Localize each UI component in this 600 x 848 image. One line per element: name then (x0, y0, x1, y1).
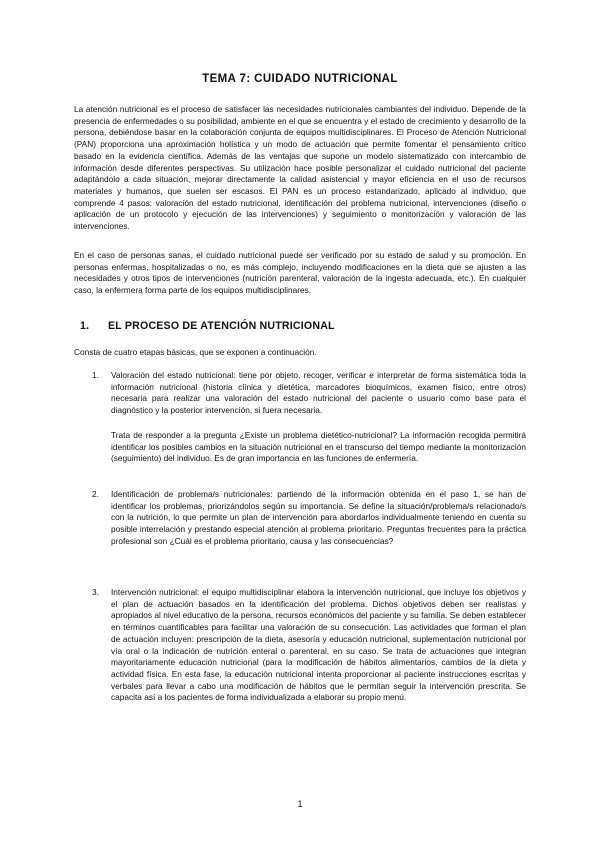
document-title: TEMA 7: CUIDADO NUTRICIONAL (202, 73, 398, 85)
list-item-1-text: Valoración del estado nutricional: tiene por objeto, recoger, verificar e interpretar de forma sistemática toda la información nutricional (historia clínica y dietética, marcadores bioquímicos, examen físico, entre otros) necesaria para realizar una valoración del estado nutricional del paciente o usuario como base para el diagnóstico y la posterior intervención, si fuera necesaria. (111, 370, 526, 416)
intro-paragraph-2: En el caso de personas sanas, el cuidado nutricional puede ser verificado por su estado de salud y su promoción. En personas enfermas, hospitalizadas o no, es más complejo, incluyendo modificaciones en la dieta que se ajusten a las necesidades y otros tipos de intervenciones (nutrición parenteral, valoración de la ingesta adecuada, etc.). En cualquier caso, la enfermera forma parte de los equipos multidisciplinares. (74, 250, 526, 296)
section-heading (80, 320, 335, 332)
section-title: EL PROCESO DE ATENCIÓN NUTRICIONAL (108, 320, 335, 332)
section-number: 1. (80, 320, 90, 332)
list-item-2-text: Identificación de problema/s nutricionales: partiendo de la información obtenida en el paso 1, se han de identificar los problemas, priorizándolos según su importancia. Se define la situación/problema/s relacionado/s con la nutrición, lo que permite un plan de intervención para abordarlos individualmente teniendo en cuenta su posible interrelación y prestando especial atención al problema prioritario. Preguntas frecuentes para la práctica profesional son ¿Cuál es el problema prioritario, causa y las consecuencias? (111, 489, 526, 546)
section-intro: Consta de cuatro etapas básicas, que se exponen a continuación. (74, 347, 317, 357)
list-item-number-3: 3. (92, 587, 99, 597)
page-number: 1 (297, 799, 303, 809)
list-item-number-1: 1. (92, 370, 99, 380)
intro-paragraph-1: La atención nutricional es el proceso de satisfacer las necesidades nutricionales cambiantes del individuo. Depende de la presencia de enfermedades o su posibilidad, ambiente en el que se encuentra y el estado de crecimiento y desarrollo de la persona, debiéndose basar en la colaboración conjunta de equipos multidisciplinares. El Proceso de Atención Nutricional (PAN) proporciona una aproximación holística y un modo de actuación que permite fomentar el pensamiento crítico basado en la evidencia científica. Además de las ventajas que supone un modelo sistematizado con intercambio de información desde diferentes perspectivas. Su utilización hace posible personalizar el cuidado nutricional del paciente adaptándolo a cada situación, mejorar directamente la calidad asistencial y mayor eficiencia en el uso de recursos materiales y humanos, que suelen ser escasos. El PAN es un proceso estandarizado, aplicado al individuo, que comprende 4 pasos: valoración del estado nutricional, identificación del problema nutricional, intervenciones (diseño o aplicación de un protocolo y ejecución de las intervenciones) y seguimiento o monitorización y valoración de las intervenciones. (74, 104, 526, 232)
list-item-3-text: Intervención nutricional: el equipo multidisciplinar elabora la intervención nutricional, que incluye los objetivos y el plan de actuación basados en la identificación del problema. Dichos objetivos deben ser realistas y apropiados al nivel educativo de la persona, recursos económicos del paciente y su familia. Se deben establecer en términos cuantificables para facilitar una valoración de su consecución. Las actividades que forman el plan de actuación incluyen: prescripción de la dieta, asesoría y educación nutricional, suplementación nutricional por vía oral o la indicación de nutrición enteral o parenteral, en su caso. Se trata de actuaciones que integran mayoritariamente educación nutricional (para la modificación de hábitos alimentarios, cambios de la dieta y actividad física. En esta fase, la educación nutricional intenta proporcionar al paciente instrucciones escritas y verbales para llevar a cabo una modificación de hábitos que le permitan seguir la intervención prescrita. Se capacita así a los pacientes de forma individualizada a elaborar su propio menú. (111, 587, 526, 703)
list-item-number-2: 2. (92, 489, 99, 499)
list-item-1-extra: Trata de responder a la pregunta ¿Existe un problema dietético-nutricional? La información recogida permitirá identificar los posibles cambios en la situación nutricional en el transcurso del tiempo mediante la monitorización (seguimiento) del individuo. Es de gran importancia en las funciones de enfermería. (111, 430, 526, 464)
